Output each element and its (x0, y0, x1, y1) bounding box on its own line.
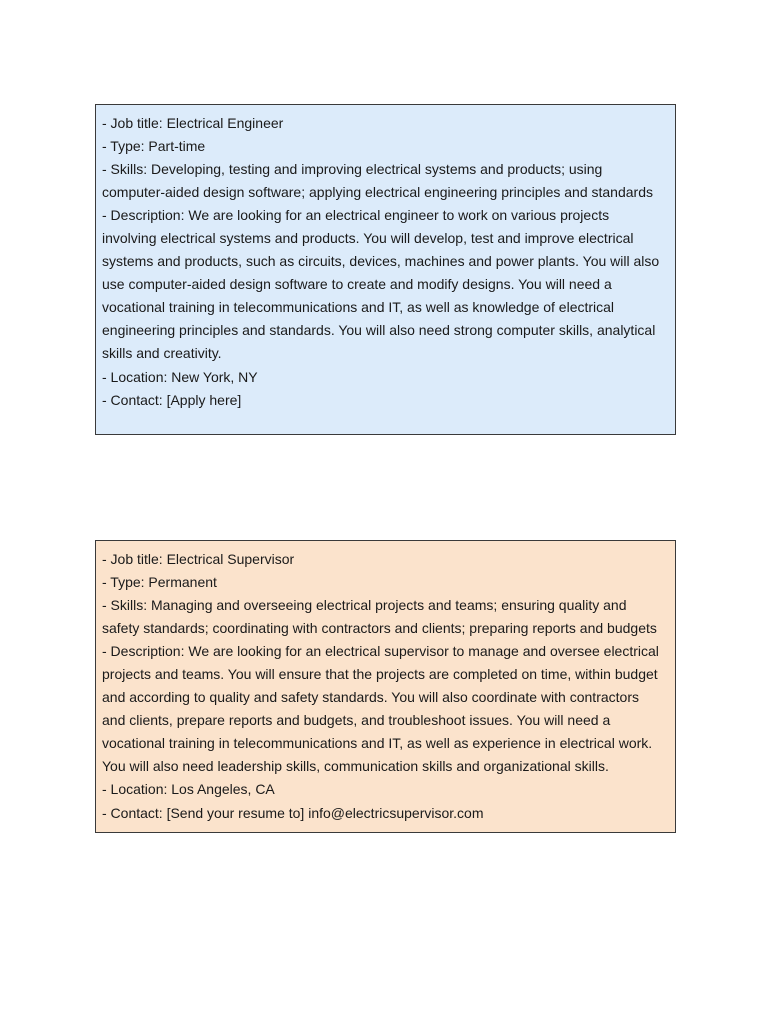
description-line: projects and teams. You will ensure that the projects are completed on time, within budget (102, 666, 658, 683)
job-title-line: - Job title: Electrical Engineer (102, 115, 284, 131)
description-line: You will also need leadership skills, communication skills and organizational skills. (102, 758, 609, 775)
job-posting-electrical-engineer (95, 104, 676, 435)
description-line: vocational training in telecommunications and IT, as well as knowledge of electrical (102, 299, 615, 316)
skills-line: safety standards; coordinating with contractors and clients; preparing reports and budgets (102, 620, 657, 637)
description-line: skills and creativity. (102, 345, 222, 362)
description-line: and clients, prepare reports and budgets, and troubleshoot issues. You will need a (102, 712, 611, 729)
description-line: - Description: We are looking for an electrical engineer to work on various projects (102, 207, 610, 224)
contact-line: - Contact: [Apply here] (102, 391, 242, 408)
skills-line: computer-aided design software; applying electrical engineering principles and standards (102, 184, 653, 201)
skills-line: - Skills: Developing, testing and improving electrical systems and products; using (102, 161, 603, 178)
job-type-line: - Type: Part-time (102, 138, 206, 155)
job-title-line: - Job title: Electrical Supervisor (102, 551, 295, 567)
description-line: systems and products, such as circuits, devices, machines and power plants. You will also (102, 253, 660, 270)
description-line: vocational training in telecommunications and IT, as well as experience in electrical work. (102, 735, 653, 752)
job-type-line: - Type: Permanent (102, 574, 217, 591)
description-line: use computer-aided design software to create and modify designs. You will need a (102, 276, 612, 293)
contact-line: - Contact: [Send your resume to] info@electricsupervisor.com (102, 804, 484, 821)
description-line: and according to quality and safety standards. You will also coordinate with contractors (102, 689, 639, 706)
job-posting-electrical-supervisor (95, 540, 676, 833)
location-line: - Location: Los Angeles, CA (102, 781, 275, 798)
location-line: - Location: New York, NY (102, 368, 258, 385)
skills-line: - Skills: Managing and overseeing electrical projects and teams; ensuring quality and (102, 597, 627, 614)
description-line: engineering principles and standards. You will also need strong computer skills, analytical (102, 322, 656, 339)
description-line: - Description: We are looking for an electrical supervisor to manage and oversee electrical (102, 643, 659, 660)
description-line: involving electrical systems and products. You will develop, test and improve electrical (102, 230, 634, 247)
